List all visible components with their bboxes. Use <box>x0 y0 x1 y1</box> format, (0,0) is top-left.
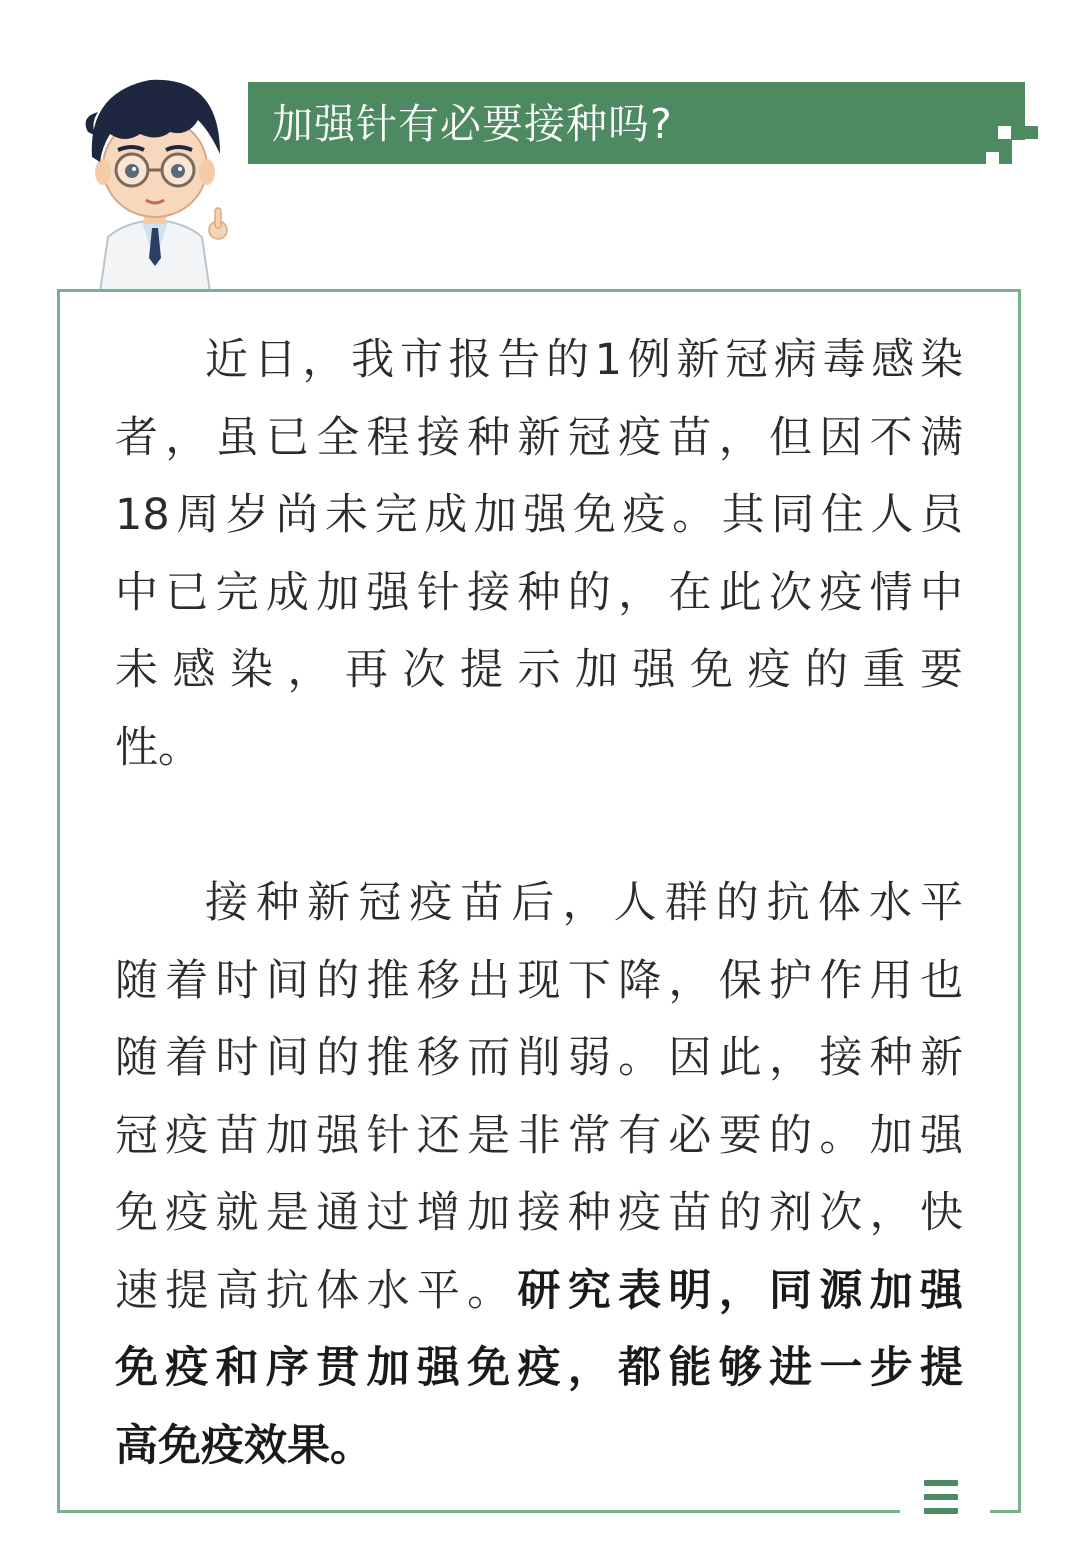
paragraph-2 <box>115 865 963 1485</box>
text-line: 接种新冠疫苗后，人群的抗体水平 <box>205 878 963 928</box>
pixel-decoration <box>986 152 999 165</box>
pixel-decoration <box>1025 126 1038 139</box>
text-normal: 速提高抗体水平。 <box>115 1265 518 1316</box>
pixel-decoration <box>1012 152 1025 165</box>
page-title: 加强针有必要接种吗? <box>272 100 673 148</box>
text-emphasis-line: 免疫和序贯加强免疫，都能够进一步提 <box>115 1343 963 1393</box>
text-line: 者，虽已全程接种新冠疫苗，但因不满 <box>115 412 963 463</box>
doctor-avatar-icon <box>70 62 240 292</box>
paragraph-1 <box>115 322 963 787</box>
text-line: 免疫就是通过增加接种疫苗的剂次，快 <box>115 1188 963 1238</box>
text-line: 18周岁尚未完成加强免疫。其同住人员 <box>115 490 963 540</box>
text-emphasis: 研究表明，同源加强 <box>517 1265 963 1316</box>
text-line: 未感染，再次提示加强免疫的重要 <box>115 645 963 695</box>
text-line: 随着时间的推移出现下降，保护作用也 <box>115 955 963 1006</box>
text-emphasis-line: 高免疫效果。 <box>115 1420 373 1471</box>
mixed-text-line <box>115 1253 963 1331</box>
text-line: 冠疫苗加强针还是非常有必要的。加强 <box>115 1110 963 1161</box>
text-line: 性。 <box>115 722 201 773</box>
text-line: 近日，我市报告的1例新冠病毒感染 <box>205 335 963 385</box>
text-line: 随着时间的推移而削弱。因此，接种新 <box>115 1033 963 1083</box>
text-line: 中已完成加强针接种的，在此次疫情中 <box>115 567 963 618</box>
pixel-decoration <box>998 126 1011 139</box>
